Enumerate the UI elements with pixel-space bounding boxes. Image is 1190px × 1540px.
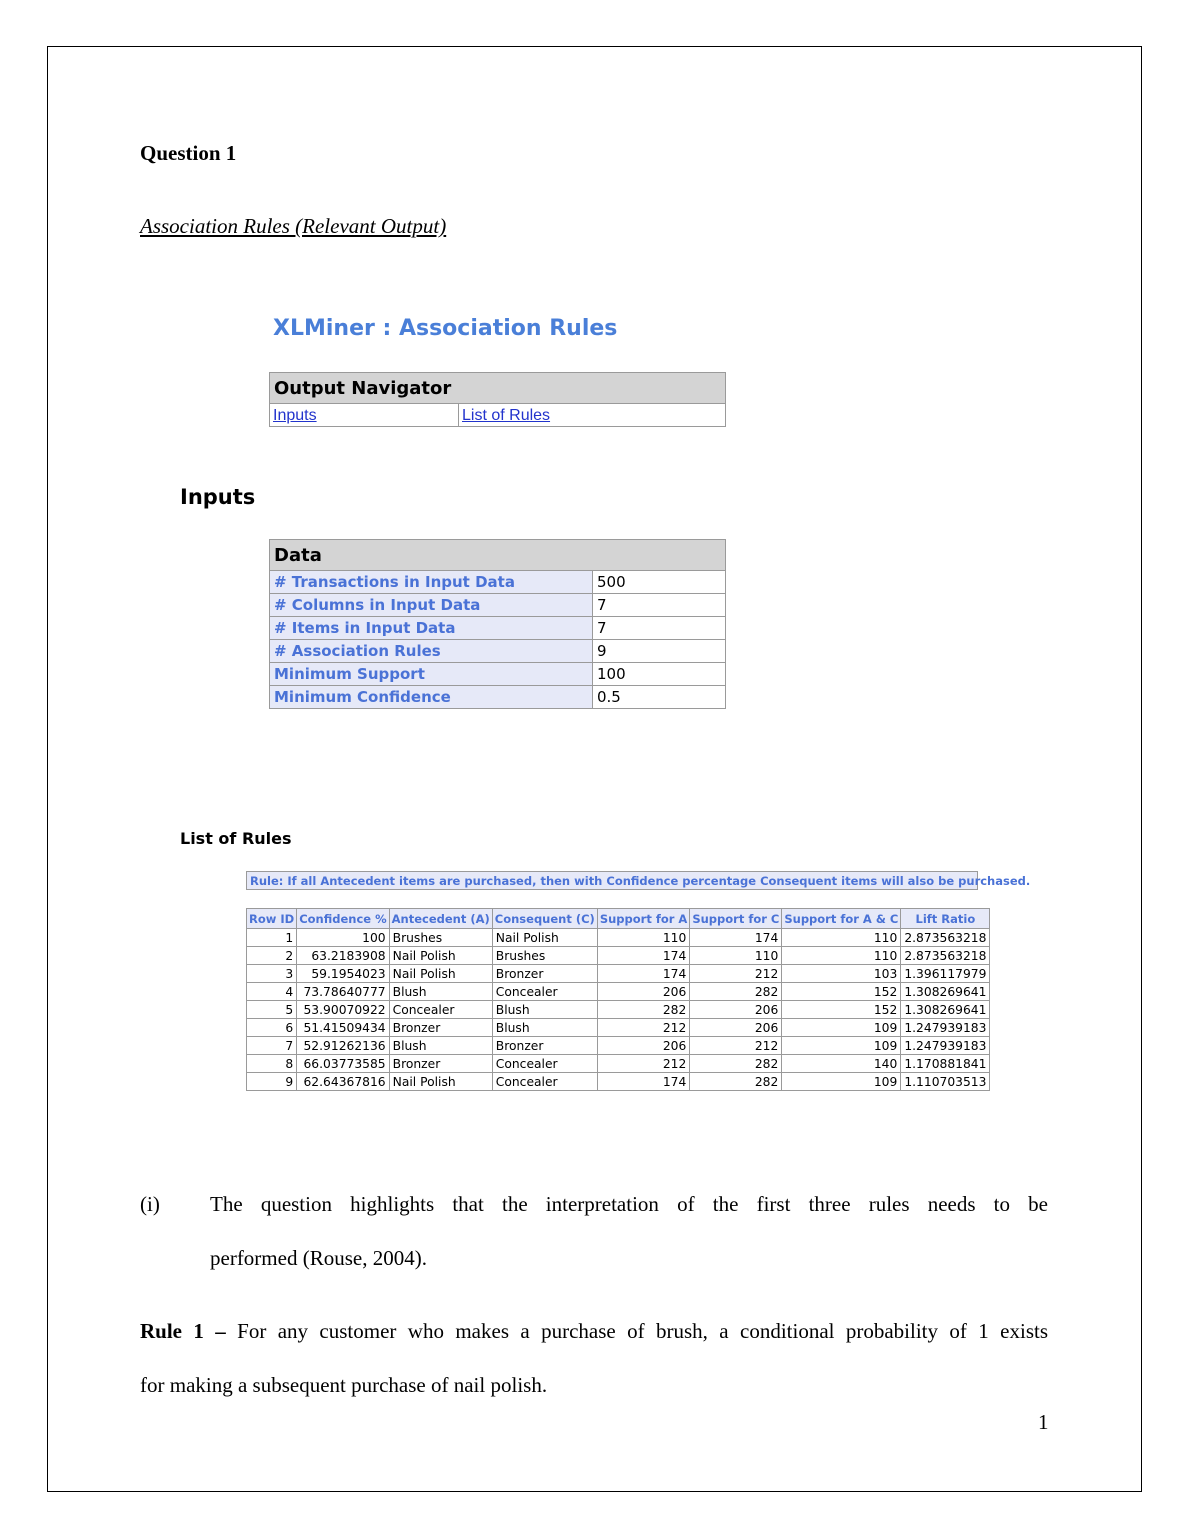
output-navigator-header: Output Navigator [270, 373, 726, 404]
data-row [270, 663, 726, 686]
table-cell: 1.170881841 [901, 1055, 990, 1073]
data-table-header: Data [270, 540, 726, 571]
data-row [270, 594, 726, 617]
data-row-value: 7 [593, 594, 726, 617]
table-cell: 212 [597, 1055, 690, 1073]
table-cell: 1.396117979 [901, 965, 990, 983]
list-of-rules-heading: List of Rules [180, 829, 292, 848]
nav-link-list-of-rules[interactable]: List of Rules [462, 407, 551, 424]
table-cell: Bronzer [492, 1037, 597, 1055]
table-row [247, 965, 990, 983]
data-row-value: 500 [593, 571, 726, 594]
item-text-line1: The question highlights that the interpretation of the first three rules needs to be [210, 1192, 1048, 1216]
table-cell: 109 [782, 1037, 901, 1055]
data-row-label: # Association Rules [270, 640, 593, 663]
table-row [247, 947, 990, 965]
table-row [247, 1073, 990, 1091]
table-cell: 66.03773585 [297, 1055, 389, 1073]
table-cell: 7 [247, 1037, 297, 1055]
table-cell: 282 [597, 1001, 690, 1019]
rules-column-header: Support for A & C [782, 909, 901, 929]
rules-column-header: Consequent (C) [492, 909, 597, 929]
table-cell: 140 [782, 1055, 901, 1073]
table-cell: 6 [247, 1019, 297, 1037]
table-cell: 282 [690, 1073, 782, 1091]
table-cell: Blush [492, 1019, 597, 1037]
data-row-value: 9 [593, 640, 726, 663]
table-cell: Concealer [492, 1055, 597, 1073]
table-cell: Nail Polish [389, 947, 492, 965]
table-cell: Blush [389, 1037, 492, 1055]
table-cell: 109 [782, 1019, 901, 1037]
section-heading: Association Rules (Relevant Output) [140, 214, 447, 238]
table-cell: Concealer [389, 1001, 492, 1019]
table-cell: 59.1954023 [297, 965, 389, 983]
table-cell: Brushes [492, 947, 597, 965]
table-cell: 9 [247, 1073, 297, 1091]
rules-column-header: Row ID [247, 909, 297, 929]
question-title: Question 1 [140, 141, 237, 165]
table-cell: 212 [690, 1037, 782, 1055]
page-number: 1 [1038, 1410, 1049, 1434]
table-cell: 109 [782, 1073, 901, 1091]
table-cell: 1 [247, 929, 297, 947]
data-row-value: 7 [593, 617, 726, 640]
rules-table [246, 908, 990, 1091]
rules-column-header: Confidence % [297, 909, 389, 929]
rule-note: Rule: If all Antecedent items are purchased, then with Confidence percentage Consequent items will also be purchased. [246, 871, 978, 890]
table-cell: 174 [597, 965, 690, 983]
table-cell: 174 [690, 929, 782, 947]
rules-column-header: Antecedent (A) [389, 909, 492, 929]
table-cell: 110 [782, 947, 901, 965]
rules-column-header: Support for A [597, 909, 690, 929]
table-cell: Nail Polish [389, 965, 492, 983]
table-cell: 1.247939183 [901, 1019, 990, 1037]
table-cell: 206 [690, 1019, 782, 1037]
table-cell: 63.2183908 [297, 947, 389, 965]
table-cell: 1.308269641 [901, 983, 990, 1001]
data-row-value: 0.5 [593, 686, 726, 709]
rules-column-header: Lift Ratio [901, 909, 990, 929]
table-cell: 1.110703513 [901, 1073, 990, 1091]
table-cell: 53.90070922 [297, 1001, 389, 1019]
table-cell: Brushes [389, 929, 492, 947]
rule1-text-line2: for making a subsequent purchase of nail polish. [140, 1373, 548, 1397]
table-cell: 110 [597, 929, 690, 947]
table-cell: 73.78640777 [297, 983, 389, 1001]
table-cell: 62.64367816 [297, 1073, 389, 1091]
table-cell: Bronzer [389, 1055, 492, 1073]
table-cell: 5 [247, 1001, 297, 1019]
table-cell: 206 [690, 1001, 782, 1019]
table-cell: 3 [247, 965, 297, 983]
table-cell: Blush [492, 1001, 597, 1019]
inputs-heading: Inputs [180, 485, 256, 509]
data-row-label: # Items in Input Data [270, 617, 593, 640]
table-cell: 103 [782, 965, 901, 983]
table-row [247, 1001, 990, 1019]
table-cell: 152 [782, 1001, 901, 1019]
table-cell: Bronzer [389, 1019, 492, 1037]
table-row [247, 983, 990, 1001]
data-row [270, 571, 726, 594]
table-row [247, 1055, 990, 1073]
table-cell: 2.873563218 [901, 947, 990, 965]
table-row [247, 1037, 990, 1055]
rules-column-header: Support for C [690, 909, 782, 929]
data-table [269, 539, 726, 709]
table-cell: 282 [690, 1055, 782, 1073]
list-item-marker: (i) [140, 1192, 160, 1216]
table-cell: 1.308269641 [901, 1001, 990, 1019]
data-row-label: Minimum Confidence [270, 686, 593, 709]
output-navigator-table [269, 372, 726, 427]
nav-link-inputs[interactable]: Inputs [273, 407, 317, 424]
table-cell: 1.247939183 [901, 1037, 990, 1055]
table-cell: 206 [597, 983, 690, 1001]
table-cell: 51.41509434 [297, 1019, 389, 1037]
table-cell: 212 [597, 1019, 690, 1037]
table-cell: 110 [690, 947, 782, 965]
table-cell: Nail Polish [389, 1073, 492, 1091]
table-cell: Concealer [492, 983, 597, 1001]
table-cell: 174 [597, 1073, 690, 1091]
rule1-paragraph [140, 1304, 1048, 1358]
table-cell: 206 [597, 1037, 690, 1055]
table-row [247, 929, 990, 947]
item-text-line2: performed (Rouse, 2004). [210, 1246, 427, 1270]
data-row-label: # Transactions in Input Data [270, 571, 593, 594]
table-cell: 4 [247, 983, 297, 1001]
data-row [270, 640, 726, 663]
table-row [247, 1019, 990, 1037]
table-cell: 2 [247, 947, 297, 965]
data-row [270, 686, 726, 709]
data-row-value: 100 [593, 663, 726, 686]
rule1-text-line1: For any customer who makes a purchase of brush, a conditional probability of 1 exists [225, 1319, 1049, 1343]
data-row-label: Minimum Support [270, 663, 593, 686]
table-cell: 52.91262136 [297, 1037, 389, 1055]
table-cell: 2.873563218 [901, 929, 990, 947]
table-cell: 152 [782, 983, 901, 1001]
table-cell: Blush [389, 983, 492, 1001]
data-row [270, 617, 726, 640]
rule1-label: Rule 1 – [140, 1319, 226, 1343]
table-cell: 212 [690, 965, 782, 983]
table-cell: Bronzer [492, 965, 597, 983]
data-row-label: # Columns in Input Data [270, 594, 593, 617]
table-cell: 282 [690, 983, 782, 1001]
table-cell: Concealer [492, 1073, 597, 1091]
table-cell: 100 [297, 929, 389, 947]
table-cell: Nail Polish [492, 929, 597, 947]
table-cell: 174 [597, 947, 690, 965]
table-cell: 8 [247, 1055, 297, 1073]
table-cell: 110 [782, 929, 901, 947]
xlminer-title: XLMiner : Association Rules [273, 316, 618, 341]
